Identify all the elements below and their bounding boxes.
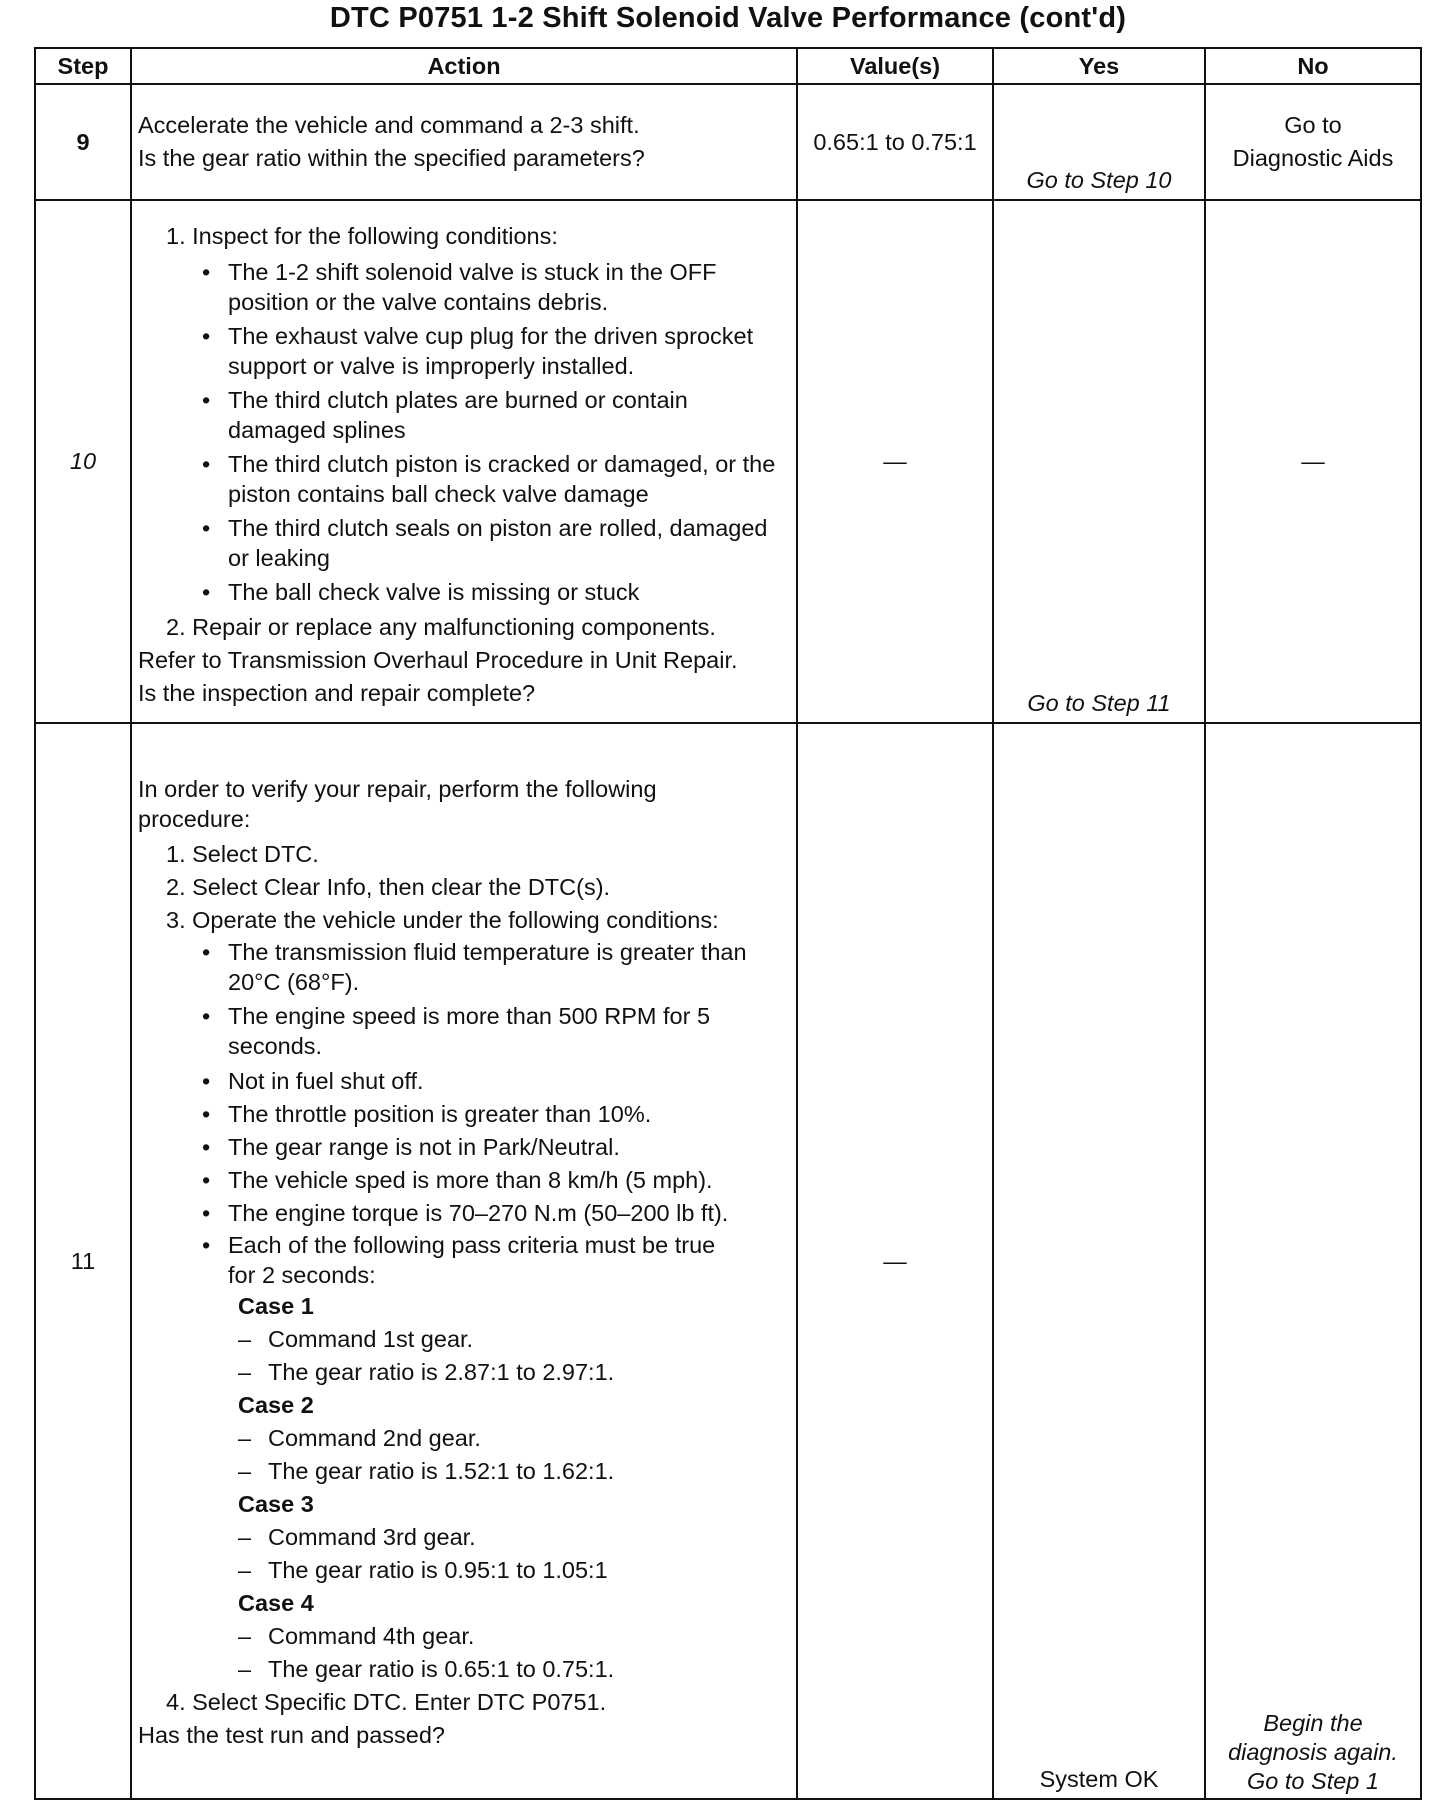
diagnostic-table — [34, 47, 1422, 1800]
list-item: – The gear ratio is 1.52:1 to 1.62:1. — [238, 1455, 790, 1488]
action-question: Is the inspection and repair complete? — [138, 679, 536, 706]
list-item: – Command 4th gear. — [238, 1620, 790, 1653]
case-label: Case 1 — [238, 1293, 314, 1319]
action-cell — [131, 723, 797, 1799]
list-item: – Command 1st gear. — [238, 1323, 790, 1356]
list-item: – Command 3rd gear. — [238, 1521, 790, 1554]
no-text-line2: Diagnostic Aids — [1232, 145, 1394, 171]
value-cell: — — [797, 723, 993, 1799]
list-item: • Each of the following pass criteria must be true for 2 seconds: — [202, 1230, 790, 1290]
header-step: Step — [35, 48, 131, 84]
list-item: – The gear ratio is 2.87:1 to 2.97:1. — [238, 1356, 790, 1389]
list-item: – The gear ratio is 0.95:1 to 1.05:1 — [238, 1554, 790, 1587]
yes-cell: System OK — [993, 723, 1205, 1799]
no-cell — [1205, 723, 1421, 1799]
step-number: 11 — [35, 723, 131, 1799]
no-text-line3: Go to Step 1 — [1247, 1768, 1379, 1794]
page-title: DTC P0751 1-2 Shift Solenoid Valve Performance (cont'd) — [329, 2, 1127, 34]
header-yes: Yes — [993, 48, 1205, 84]
case-label: Case 3 — [238, 1491, 314, 1517]
yes-cell: Go to Step 11 — [993, 200, 1205, 723]
action-question: Is the gear ratio within the specified parameters? — [138, 145, 645, 171]
list-item: 2. Select Clear Info, then clear the DTC(s). — [166, 874, 611, 900]
list-item: • The vehicle sped is more than 8 km/h (5 mph). — [202, 1164, 790, 1197]
action-intro: In order to verify your repair, perform the following procedure: — [138, 776, 657, 832]
action-text: Accelerate the vehicle and command a 2-3 shift. — [138, 112, 640, 138]
step-number: 9 — [35, 84, 131, 200]
list-item: • The ball check valve is missing or stuck — [202, 577, 790, 607]
header-action: Action — [131, 48, 797, 84]
yes-cell: Go to Step 10 — [993, 84, 1205, 200]
list-item: • Not in fuel shut off. — [202, 1065, 790, 1098]
list-item: 4. Select Specific DTC. Enter DTC P0751. — [166, 1689, 607, 1715]
step-number: 10 — [35, 200, 131, 723]
case-label: Case 2 — [238, 1392, 314, 1418]
no-cell: — — [1205, 200, 1421, 723]
no-text-line1: Go to — [1284, 112, 1342, 138]
list-item: 2. Repair or replace any malfunctioning components. — [166, 613, 716, 640]
action-text: Refer to Transmission Overhaul Procedure in Unit Repair. — [138, 646, 738, 673]
header-no: No — [1205, 48, 1421, 84]
list-item: 1. Select DTC. — [166, 841, 319, 867]
value-cell: 0.65:1 to 0.75:1 — [797, 84, 993, 200]
list-item: • The transmission fluid temperature is greater than 20°C (68°F). — [202, 937, 790, 997]
table-row-step-11 — [35, 723, 1421, 1799]
list-item: 1. Inspect for the following conditions: — [166, 222, 558, 249]
case-label: Case 4 — [238, 1590, 314, 1616]
list-item: • The engine torque is 70–270 N.m (50–200 lb ft). — [202, 1197, 790, 1230]
list-item: • The third clutch piston is cracked or damaged, or the piston contains ball check valve damage — [202, 449, 790, 509]
list-item: – Command 2nd gear. — [238, 1422, 790, 1455]
list-item: • The 1-2 shift solenoid valve is stuck in the OFF position or the valve contains debris. — [202, 257, 790, 317]
list-item: • The throttle position is greater than 10%. — [202, 1098, 790, 1131]
list-item: • The third clutch seals on piston are rolled, damaged or leaking — [202, 513, 790, 573]
value-cell: — — [797, 200, 993, 723]
action-question: Has the test run and passed? — [138, 1722, 446, 1748]
action-cell — [131, 200, 797, 723]
header-values: Value(s) — [797, 48, 993, 84]
list-item: • The gear range is not in Park/Neutral. — [202, 1131, 790, 1164]
no-text-line1: Begin the — [1263, 1710, 1363, 1736]
list-item: • The third clutch plates are burned or contain damaged splines — [202, 385, 790, 445]
header-row — [35, 48, 1421, 84]
table-row-step-9 — [35, 84, 1421, 200]
no-cell — [1205, 84, 1421, 200]
list-item: • The exhaust valve cup plug for the driven sprocket support or valve is improperly installed. — [202, 321, 790, 381]
list-item: • The engine speed is more than 500 RPM for 5 seconds. — [202, 1001, 790, 1061]
list-item: – The gear ratio is 0.65:1 to 0.75:1. — [238, 1653, 790, 1686]
no-text-line2: diagnosis again. — [1228, 1739, 1398, 1765]
action-cell — [131, 84, 797, 200]
table-row-step-10 — [35, 200, 1421, 723]
list-item: 3. Operate the vehicle under the following conditions: — [166, 907, 719, 933]
